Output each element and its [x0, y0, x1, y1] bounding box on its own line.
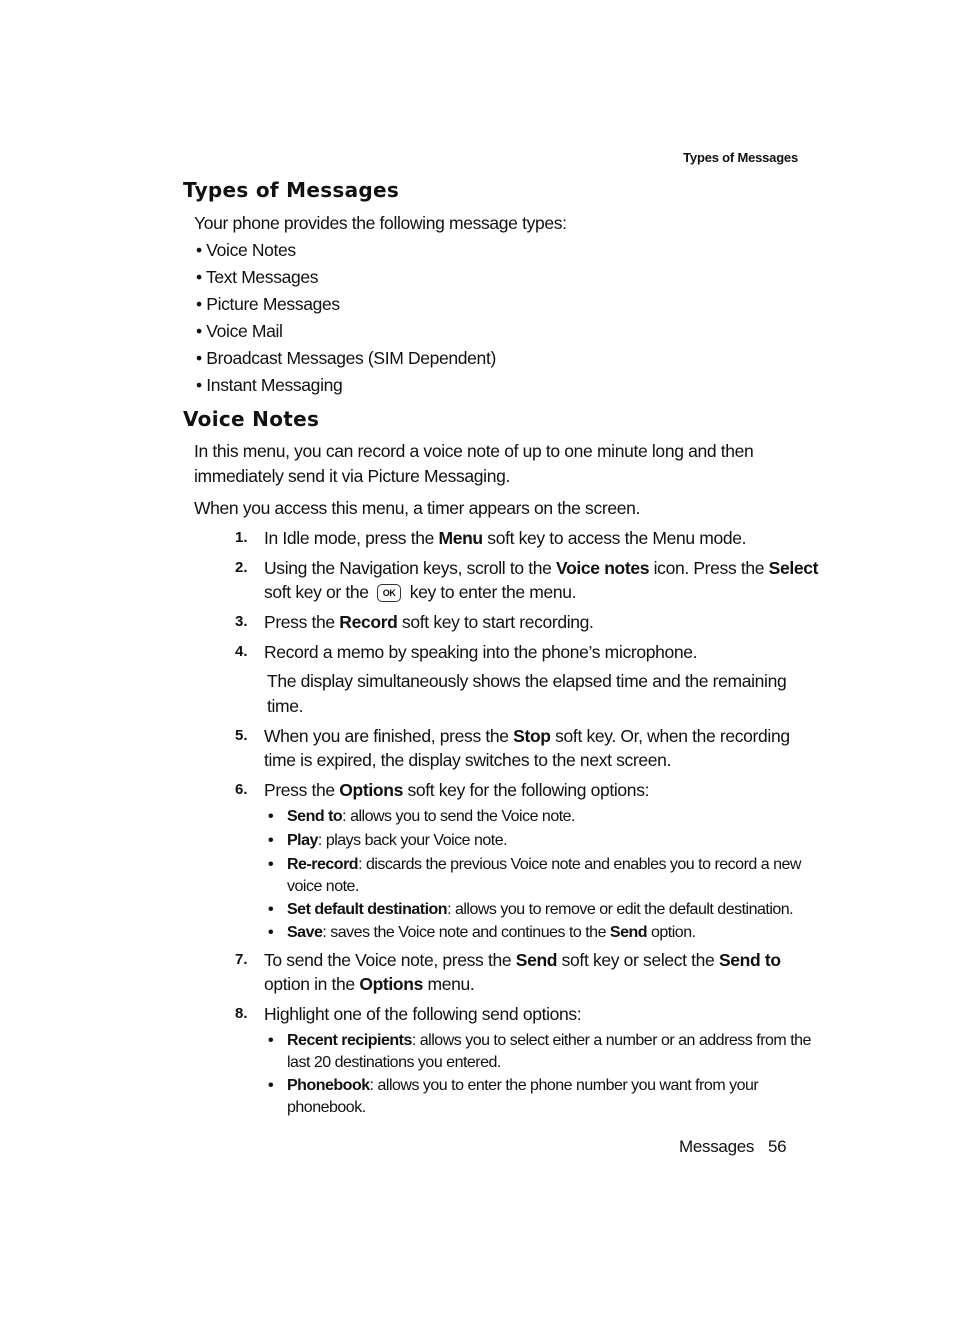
step-2-text-cont: soft key or the OK key to enter the menu. [264, 582, 577, 602]
step-8-text: Highlight one of the following send options: [264, 1004, 582, 1024]
step-5-text: When you are finished, press the Stop soft key. Or, when the recording [264, 726, 790, 746]
step-2-text: Using the Navigation keys, scroll to the Voice notes icon. Press the Select [264, 558, 819, 578]
bullet: • [268, 901, 274, 918]
step-6-text: Press the Options soft key for the following options: [264, 780, 650, 800]
option-set-default-destination: Set default destination: allows you to remove or edit the default destination. [287, 901, 794, 918]
option-save: Save: saves the Voice note and continues to the Send option. [287, 924, 696, 941]
step-4-note: The display simultaneously shows the elapsed time and the remaining [267, 671, 787, 691]
bullet: • [268, 1077, 274, 1094]
bullet: • [268, 1032, 274, 1049]
list-item: • Instant Messaging [196, 375, 343, 395]
step-4-note: time. [267, 696, 304, 716]
page-number: 56 [768, 1137, 787, 1156]
timer-para: When you access this menu, a timer appears on the screen. [194, 498, 640, 518]
list-item: • Broadcast Messages (SIM Dependent) [196, 348, 496, 368]
step-number: 1. [235, 529, 248, 546]
step-4-text: Record a memo by speaking into the phone’s microphone. [264, 642, 698, 662]
running-head: Types of Messages [683, 150, 798, 165]
step-7-text: To send the Voice note, press the Send soft key or select the Send to [264, 950, 781, 970]
step-number: 4. [235, 643, 248, 660]
bullet: • [268, 856, 274, 873]
option-recent-recipients-cont: last 20 destinations you entered. [287, 1054, 501, 1071]
list-item: • Voice Notes [196, 240, 296, 260]
option-re-record: Re-record: discards the previous Voice note and enables you to record a new [287, 856, 801, 873]
ok-key-icon: OK [377, 584, 401, 602]
voice-notes-para-line: In this menu, you can record a voice note of up to one minute long and then [194, 441, 754, 461]
bullet: • [268, 808, 274, 825]
list-item: • Voice Mail [196, 321, 283, 341]
step-1-text: In Idle mode, press the Menu soft key to access the Menu mode. [264, 528, 747, 548]
step-number: 7. [235, 951, 248, 968]
bullet: • [268, 924, 274, 941]
step-number: 5. [235, 727, 248, 744]
bullet: • [268, 832, 274, 849]
footer-section: Messages [679, 1137, 755, 1156]
list-item: • Picture Messages [196, 294, 340, 314]
step-number: 6. [235, 781, 248, 798]
option-recent-recipients: Recent recipients: allows you to select either a number or an address from the [287, 1032, 811, 1049]
option-re-record-cont: voice note. [287, 878, 359, 895]
section-heading-voice-notes: Voice Notes [183, 407, 320, 431]
voice-notes-para-line: immediately send it via Picture Messaging. [194, 466, 510, 486]
option-play: Play: plays back your Voice note. [287, 832, 508, 849]
step-number: 2. [235, 559, 248, 576]
step-3-text: Press the Record soft key to start recording. [264, 612, 594, 632]
list-item: • Text Messages [196, 267, 319, 287]
step-number: 3. [235, 613, 248, 630]
types-intro: Your phone provides the following message types: [194, 213, 567, 233]
option-phonebook: Phonebook: allows you to enter the phone number you want from your [287, 1077, 759, 1094]
step-5-text-cont: time is expired, the display switches to the next screen. [264, 750, 672, 770]
option-send-to: Send to: allows you to send the Voice note. [287, 808, 575, 825]
step-7-text-cont: option in the Options menu. [264, 974, 475, 994]
section-heading-types: Types of Messages [183, 178, 400, 202]
step-number: 8. [235, 1005, 248, 1022]
option-phonebook-cont: phonebook. [287, 1099, 366, 1116]
